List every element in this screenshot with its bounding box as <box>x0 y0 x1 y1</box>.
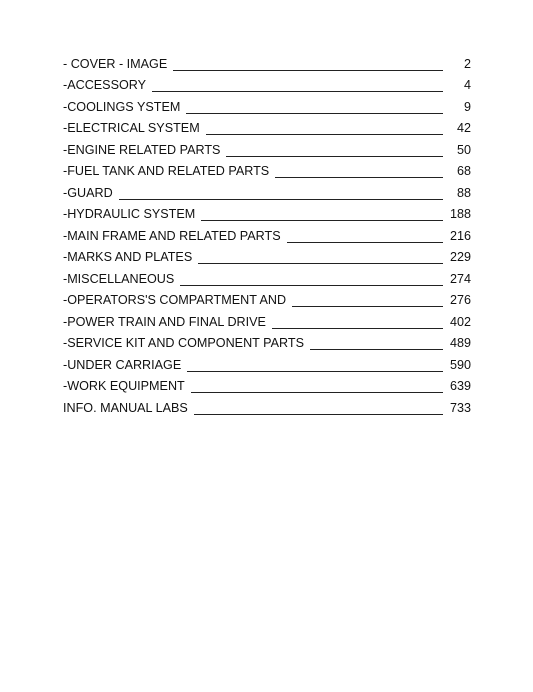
toc-entry-page: 50 <box>456 142 471 157</box>
toc-entry-label: INFO. MANUAL LABS <box>63 400 188 415</box>
toc-leader-line <box>186 113 443 114</box>
toc-entry[interactable] <box>63 244 471 266</box>
toc-leader-line <box>187 371 443 372</box>
toc-leader-line <box>198 263 443 264</box>
toc-entry-page: 88 <box>456 185 471 200</box>
toc-entry[interactable] <box>63 394 471 416</box>
toc-leader-line <box>152 91 443 92</box>
toc-entry-label: -UNDER CARRIAGE <box>63 357 182 372</box>
toc-entry-label: -FUEL TANK AND RELATED PARTS <box>63 164 270 178</box>
table-of-contents <box>63 50 471 416</box>
toc-leader-line <box>226 156 443 157</box>
toc-leader-line <box>194 414 443 415</box>
toc-entry-label: -OPERATORS'S COMPARTMENT AND <box>63 293 287 307</box>
toc-entry-page: 274 <box>449 271 471 286</box>
toc-entry[interactable] <box>63 201 471 223</box>
toc-entry-label: -HYDRAULIC SYSTEM <box>63 207 196 221</box>
toc-entry-page: 188 <box>449 207 471 221</box>
toc-entry[interactable] <box>63 158 471 180</box>
toc-entry-page: 4 <box>463 78 471 92</box>
toc-entry[interactable] <box>63 222 471 244</box>
toc-entry-label: -ENGINE RELATED PARTS <box>63 142 221 157</box>
toc-entry-label: -WORK EQUIPMENT <box>63 379 185 393</box>
toc-entry-page: 489 <box>449 336 471 350</box>
toc-entry-page: 216 <box>449 228 471 243</box>
toc-entry-page: 276 <box>449 293 471 307</box>
toc-leader-line <box>287 242 443 243</box>
toc-entry-label: -MARKS AND PLATES <box>63 250 193 264</box>
toc-entry[interactable] <box>63 373 471 395</box>
toc-entry-page: 733 <box>449 400 471 415</box>
toc-entry-label: -MAIN FRAME AND RELATED PARTS <box>63 228 281 243</box>
toc-entry[interactable] <box>63 115 471 137</box>
toc-entry-page: 402 <box>449 314 471 329</box>
toc-entry[interactable] <box>63 330 471 352</box>
toc-entry[interactable] <box>63 308 471 330</box>
toc-entry-label: -MISCELLANEOUS <box>63 271 175 286</box>
toc-leader-line <box>206 134 443 135</box>
toc-entry-label: -ELECTRICAL SYSTEM <box>63 121 200 135</box>
toc-leader-line <box>292 306 443 307</box>
toc-entry-label: - COVER - IMAGE <box>63 56 168 71</box>
toc-leader-line <box>201 220 443 221</box>
toc-entry-page: 68 <box>456 164 471 178</box>
toc-entry[interactable] <box>63 287 471 309</box>
toc-entry[interactable] <box>63 179 471 201</box>
toc-entry-page: 42 <box>456 121 471 135</box>
toc-entry[interactable] <box>63 351 471 373</box>
toc-entry[interactable] <box>63 265 471 287</box>
toc-leader-line <box>191 392 443 393</box>
toc-leader-line <box>310 349 443 350</box>
toc-entry[interactable] <box>63 50 471 72</box>
toc-entry[interactable] <box>63 72 471 94</box>
toc-entry[interactable] <box>63 136 471 158</box>
toc-leader-line <box>180 285 443 286</box>
toc-entry-page: 9 <box>463 99 471 114</box>
toc-entry-label: -SERVICE KIT AND COMPONENT PARTS <box>63 336 304 350</box>
toc-entry-label: -GUARD <box>63 185 113 200</box>
toc-entry-page: 590 <box>449 357 471 372</box>
toc-entry-page: 2 <box>463 56 471 71</box>
toc-leader-line <box>272 328 443 329</box>
toc-entry-page: 639 <box>449 379 471 393</box>
toc-leader-line <box>275 177 443 178</box>
toc-leader-line <box>173 70 443 71</box>
toc-entry-label: -COOLINGS YSTEM <box>63 99 181 114</box>
toc-entry-page: 229 <box>449 250 471 264</box>
toc-entry-label: -ACCESSORY <box>63 78 147 92</box>
toc-leader-line <box>119 199 443 200</box>
toc-entry[interactable] <box>63 93 471 115</box>
toc-entry-label: -POWER TRAIN AND FINAL DRIVE <box>63 314 266 329</box>
